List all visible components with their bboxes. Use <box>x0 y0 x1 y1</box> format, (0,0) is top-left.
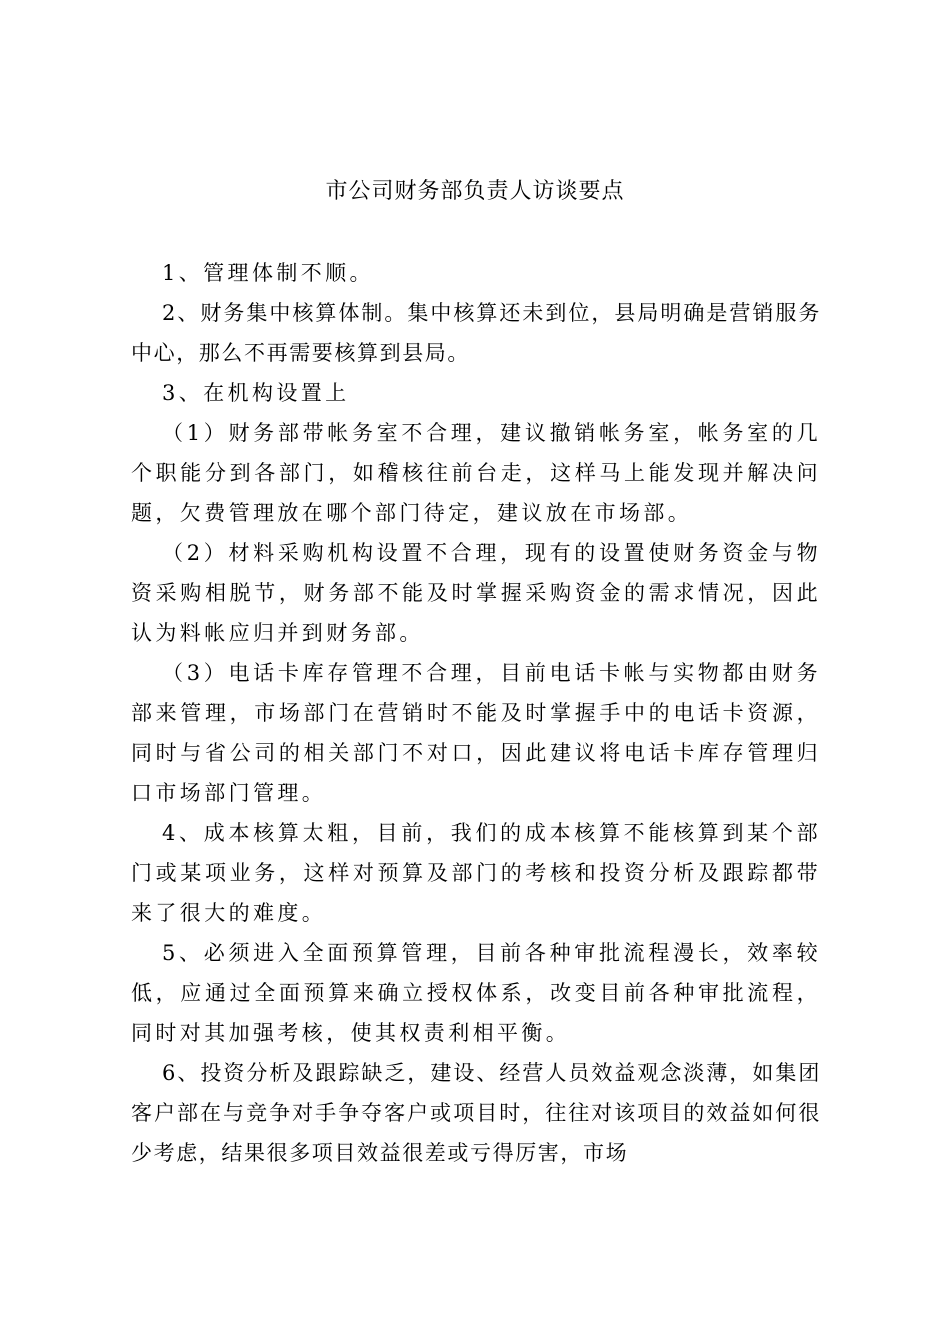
paragraph-3-1: （1）财务部带帐务室不合理，建议撤销帐务室，帐务室的几个职能分到各部门，如稽核往前台走，这样马上能发现并解决问题，欠费管理放在哪个部门待定，建议放在市场部。 <box>131 421 821 525</box>
document-title: 市公司财务部负责人访谈要点 <box>325 179 625 204</box>
paragraph-3-2: （2）材料采购机构设置不合理，现有的设置使财务资金与物资采购相脱节，财务部不能及时掌握采购资金的需求情况，因此认为料帐应归并到财务部。 <box>131 541 821 645</box>
paragraph-6: 6、投资分析及跟踪缺乏，建设、经营人员效益观念淡薄，如集团客户部在与竞争对手争夺客户或项目时，往往对该项目的效益如何很少考虑，结果很多项目效益很差或亏得厉害，市场 <box>131 1061 821 1165</box>
document-body <box>131 253 821 1173</box>
paragraph-4: 4、成本核算太粗，目前，我们的成本核算不能核算到某个部门或某项业务，这样对预算及部门的考核和投资分析及跟踪都带来了很大的难度。 <box>131 821 821 925</box>
paragraph-3-3: （3）电话卡库存管理不合理，目前电话卡帐与实物都由财务部来管理，市场部门在营销时不能及时掌握手中的电话卡资源，同时与省公司的相关部门不对口，因此建议将电话卡库存管理归口市场部门管理。 <box>131 661 821 805</box>
paragraph-3: 3、在机构设置上 <box>162 381 350 405</box>
paragraph-2: 2、财务集中核算体制。集中核算还未到位，县局明确是营销服务中心，那么不再需要核算到县局。 <box>131 301 821 365</box>
paragraph-5: 5、必须进入全面预算管理，目前各种审批流程漫长，效率较低，应通过全面预算来确立授权体系，改变目前各种审批流程，同时对其加强考核，使其权责利相平衡。 <box>131 941 821 1045</box>
paragraph-1: 1、管理体制不顺。 <box>162 261 374 285</box>
